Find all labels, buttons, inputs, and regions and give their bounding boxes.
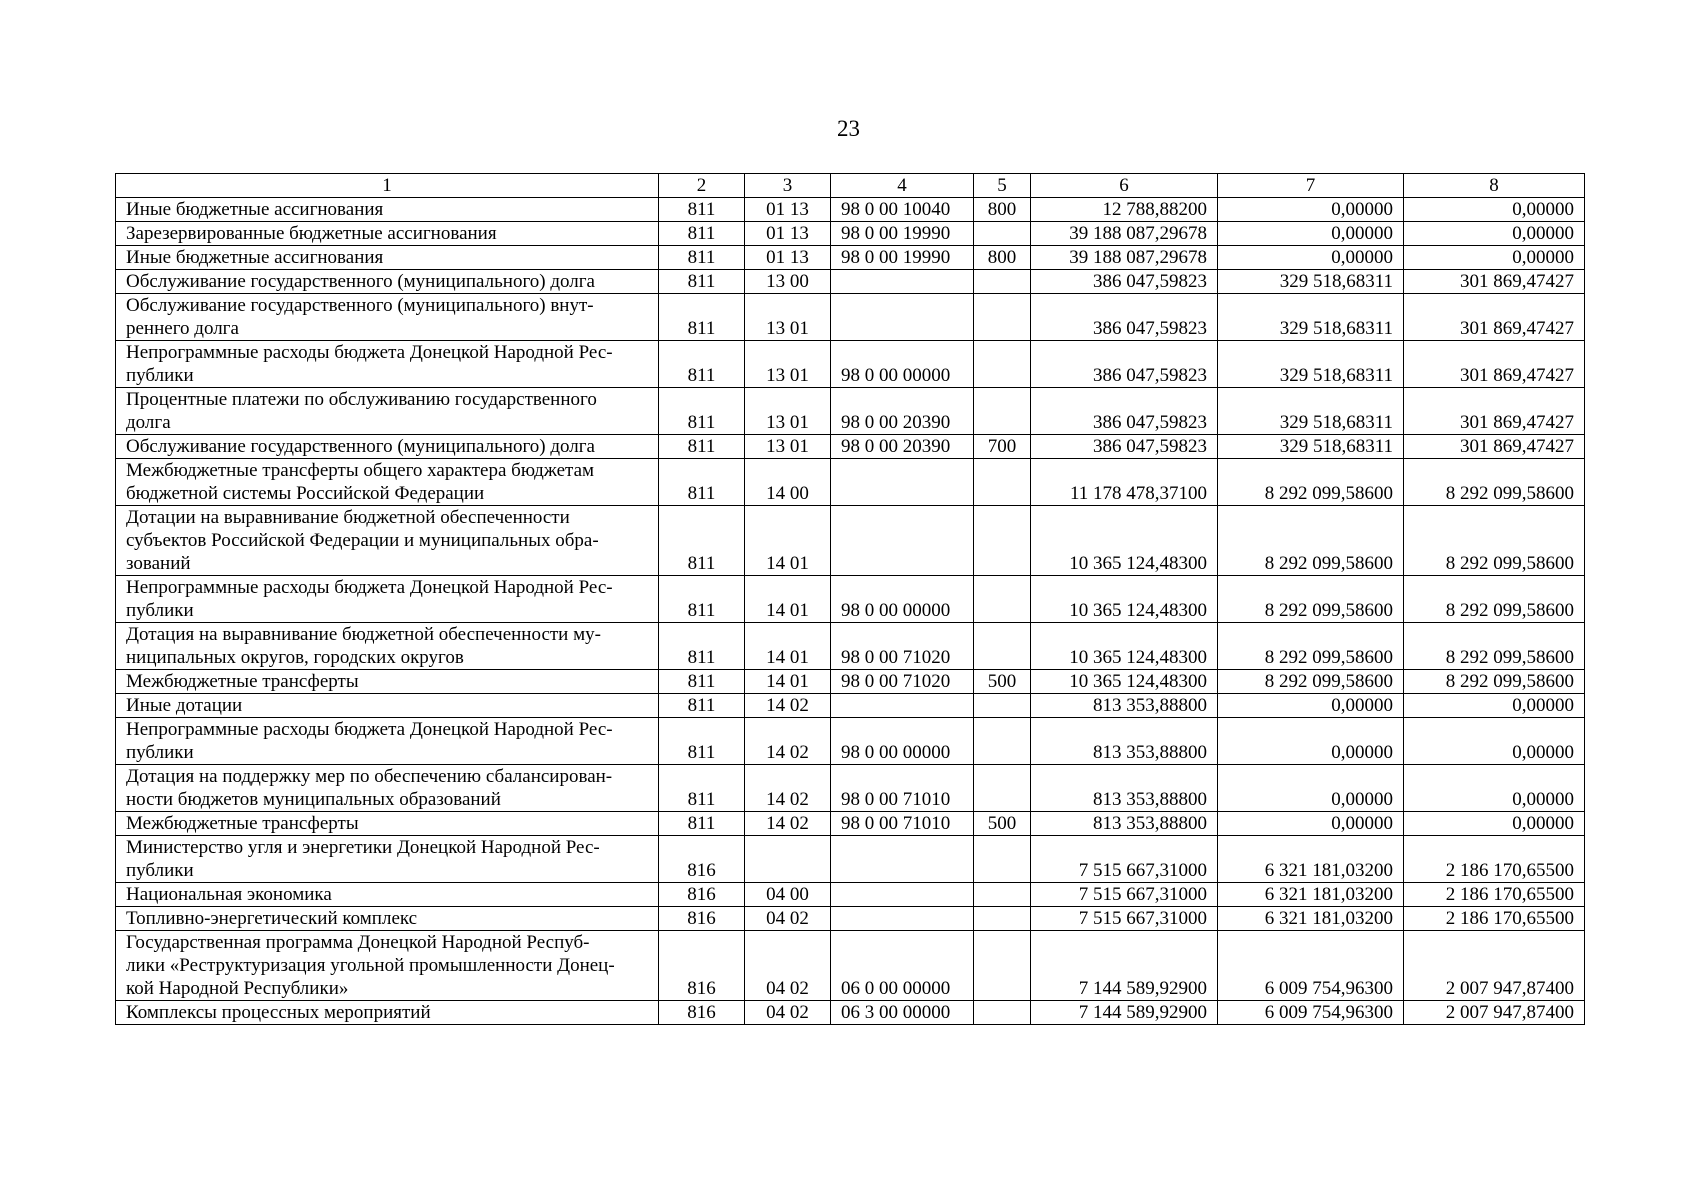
row-name-cell: [116, 765, 659, 812]
row-amount-col7: 6 009 754,96300: [1218, 1001, 1404, 1025]
row-expense-type: [974, 836, 1031, 883]
row-ministry-code: 816: [659, 883, 745, 907]
row-section-code: 04 02: [745, 1001, 831, 1025]
row-name-cell: [116, 812, 659, 836]
row-expense-type: [974, 623, 1031, 670]
row-name: Национальная экономика: [126, 884, 332, 905]
row-amount-col6: 386 047,59823: [1031, 341, 1218, 388]
row-amount-col7: 329 518,68311: [1218, 435, 1404, 459]
row-ministry-code: 811: [659, 222, 745, 246]
row-amount-col8: 301 869,47427: [1404, 294, 1585, 341]
table-row: [116, 836, 1585, 883]
table-row: [116, 459, 1585, 506]
row-target-article: 98 0 00 71020: [831, 623, 974, 670]
table-row: [116, 907, 1585, 931]
row-amount-col6: 11 178 478,37100: [1031, 459, 1218, 506]
row-name: Межбюджетные трансферты: [126, 671, 359, 692]
row-name-cell: [116, 388, 659, 435]
row-ministry-code: 811: [659, 459, 745, 506]
row-target-article: [831, 836, 974, 883]
row-expense-type: [974, 694, 1031, 718]
row-amount-col7: 0,00000: [1218, 694, 1404, 718]
column-header-1: 1: [116, 174, 659, 198]
row-name: Иные бюджетные ассигнования: [126, 199, 384, 220]
row-amount-col7: 8 292 099,58600: [1218, 506, 1404, 576]
row-name-cell: [116, 931, 659, 1001]
row-amount-col7: 8 292 099,58600: [1218, 576, 1404, 623]
row-amount-col7: 0,00000: [1218, 765, 1404, 812]
table-row: [116, 246, 1585, 270]
row-target-article: 98 0 00 19990: [831, 246, 974, 270]
row-section-code: 13 01: [745, 294, 831, 341]
row-amount-col8: 8 292 099,58600: [1404, 459, 1585, 506]
row-amount-col6: 813 353,88800: [1031, 718, 1218, 765]
row-expense-type: [974, 718, 1031, 765]
row-target-article: [831, 694, 974, 718]
row-target-article: 98 0 00 19990: [831, 222, 974, 246]
row-ministry-code: 811: [659, 623, 745, 670]
row-amount-col7: 0,00000: [1218, 718, 1404, 765]
row-target-article: 98 0 00 20390: [831, 435, 974, 459]
table-row: [116, 765, 1585, 812]
row-target-article: 98 0 00 10040: [831, 198, 974, 222]
row-target-article: [831, 506, 974, 576]
row-amount-col6: 386 047,59823: [1031, 294, 1218, 341]
row-ministry-code: 811: [659, 270, 745, 294]
row-name: Непрограммные расходы бюджета Донецкой Народной Рес- публики: [126, 342, 613, 386]
row-amount-col6: 7 144 589,92900: [1031, 1001, 1218, 1025]
row-ministry-code: 816: [659, 1001, 745, 1025]
row-amount-col6: 39 188 087,29678: [1031, 246, 1218, 270]
row-amount-col8: 8 292 099,58600: [1404, 506, 1585, 576]
row-name-cell: [116, 670, 659, 694]
row-amount-col7: 329 518,68311: [1218, 270, 1404, 294]
row-expense-type: [974, 341, 1031, 388]
table-row: [116, 198, 1585, 222]
column-header-2: 2: [659, 174, 745, 198]
row-name: Межбюджетные трансферты общего характера бюджетам бюджетной системы Российской Федерации: [126, 460, 595, 504]
row-ministry-code: 811: [659, 694, 745, 718]
table-row: [116, 506, 1585, 576]
row-section-code: 04 02: [745, 931, 831, 1001]
row-name-cell: [116, 836, 659, 883]
row-amount-col6: 7 515 667,31000: [1031, 883, 1218, 907]
row-ministry-code: 811: [659, 718, 745, 765]
row-amount-col8: 0,00000: [1404, 246, 1585, 270]
row-name-cell: [116, 907, 659, 931]
row-expense-type: 500: [974, 670, 1031, 694]
row-expense-type: [974, 506, 1031, 576]
row-expense-type: [974, 270, 1031, 294]
row-name-cell: [116, 198, 659, 222]
table-row: [116, 694, 1585, 718]
row-amount-col8: 301 869,47427: [1404, 388, 1585, 435]
row-expense-type: 800: [974, 198, 1031, 222]
row-amount-col6: 7 515 667,31000: [1031, 907, 1218, 931]
row-section-code: 14 02: [745, 812, 831, 836]
table-row: [116, 222, 1585, 246]
row-target-article: 98 0 00 71010: [831, 812, 974, 836]
row-target-article: [831, 294, 974, 341]
row-name: Непрограммные расходы бюджета Донецкой Народной Рес- публики: [126, 577, 613, 621]
row-name: Иные бюджетные ассигнования: [126, 247, 384, 268]
row-name: Иные дотации: [126, 695, 243, 716]
row-expense-type: [974, 294, 1031, 341]
table-row: [116, 294, 1585, 341]
row-section-code: 01 13: [745, 222, 831, 246]
row-amount-col6: 39 188 087,29678: [1031, 222, 1218, 246]
row-name: Комплексы процессных мероприятий: [126, 1002, 431, 1023]
row-amount-col7: 8 292 099,58600: [1218, 623, 1404, 670]
row-amount-col6: 386 047,59823: [1031, 270, 1218, 294]
row-name: Дотации на выравнивание бюджетной обеспеченности субъектов Российской Федерации и муниципальных обра- зований: [126, 507, 599, 574]
row-expense-type: [974, 883, 1031, 907]
row-name: Обслуживание государственного (муниципального) долга: [126, 436, 595, 457]
table-row: [116, 388, 1585, 435]
row-target-article: 06 0 00 00000: [831, 931, 974, 1001]
column-header-4: 4: [831, 174, 974, 198]
row-amount-col6: 10 365 124,48300: [1031, 576, 1218, 623]
row-expense-type: 500: [974, 812, 1031, 836]
row-amount-col7: 329 518,68311: [1218, 294, 1404, 341]
row-amount-col7: 0,00000: [1218, 198, 1404, 222]
row-amount-col7: 0,00000: [1218, 246, 1404, 270]
row-amount-col7: 6 009 754,96300: [1218, 931, 1404, 1001]
row-ministry-code: 816: [659, 907, 745, 931]
budget-table: [115, 173, 1585, 1025]
row-name-cell: [116, 718, 659, 765]
row-name: Обслуживание государственного (муниципального) долга: [126, 271, 595, 292]
row-amount-col7: 6 321 181,03200: [1218, 883, 1404, 907]
row-amount-col8: 301 869,47427: [1404, 435, 1585, 459]
row-amount-col8: 8 292 099,58600: [1404, 623, 1585, 670]
row-amount-col7: 6 321 181,03200: [1218, 836, 1404, 883]
row-name: Топливно-энергетический комплекс: [126, 908, 418, 929]
row-name-cell: [116, 459, 659, 506]
table-row: [116, 931, 1585, 1001]
row-name: Дотация на поддержку мер по обеспечению сбалансирован- ности бюджетов муниципальных образований: [126, 766, 613, 810]
row-name: Государственная программа Донецкой Народной Респуб- лики «Реструктуризация угольной промышленности Донец- кой Народной Республики»: [126, 932, 615, 999]
row-section-code: 04 00: [745, 883, 831, 907]
row-amount-col6: 386 047,59823: [1031, 435, 1218, 459]
row-section-code: 14 01: [745, 576, 831, 623]
row-ministry-code: 811: [659, 294, 745, 341]
row-amount-col8: 0,00000: [1404, 718, 1585, 765]
column-header-3: 3: [745, 174, 831, 198]
row-name-cell: [116, 576, 659, 623]
column-header-5: 5: [974, 174, 1031, 198]
row-target-article: 98 0 00 71020: [831, 670, 974, 694]
row-name: Непрограммные расходы бюджета Донецкой Народной Рес- публики: [126, 719, 613, 763]
row-section-code: 13 01: [745, 388, 831, 435]
row-amount-col7: 8 292 099,58600: [1218, 670, 1404, 694]
row-name-cell: [116, 341, 659, 388]
table-row: [116, 270, 1585, 294]
row-name: Межбюджетные трансферты: [126, 813, 359, 834]
row-amount-col6: 7 144 589,92900: [1031, 931, 1218, 1001]
row-section-code: 04 02: [745, 907, 831, 931]
row-name-cell: [116, 222, 659, 246]
row-expense-type: [974, 576, 1031, 623]
row-amount-col8: 8 292 099,58600: [1404, 670, 1585, 694]
row-name: Обслуживание государственного (муниципального) внут- реннего долга: [126, 295, 594, 339]
row-section-code: 14 01: [745, 670, 831, 694]
row-ministry-code: 811: [659, 388, 745, 435]
row-amount-col6: 10 365 124,48300: [1031, 670, 1218, 694]
row-section-code: 14 02: [745, 694, 831, 718]
row-target-article: 98 0 00 00000: [831, 718, 974, 765]
page-number: 23: [837, 116, 860, 141]
row-section-code: 13 01: [745, 341, 831, 388]
table-row: [116, 812, 1585, 836]
row-name: Министерство угля и энергетики Донецкой Народной Рес- публики: [126, 837, 600, 881]
row-name: Дотация на выравнивание бюджетной обеспеченности му- ниципальных округов, городских округов: [126, 624, 601, 668]
row-section-code: 14 02: [745, 765, 831, 812]
row-target-article: 06 3 00 00000: [831, 1001, 974, 1025]
row-expense-type: [974, 765, 1031, 812]
row-target-article: 98 0 00 20390: [831, 388, 974, 435]
row-amount-col6: 386 047,59823: [1031, 388, 1218, 435]
row-amount-col6: 813 353,88800: [1031, 694, 1218, 718]
row-section-code: 13 01: [745, 435, 831, 459]
row-expense-type: 800: [974, 246, 1031, 270]
table-row: [116, 883, 1585, 907]
row-amount-col8: 0,00000: [1404, 198, 1585, 222]
row-name-cell: [116, 435, 659, 459]
row-ministry-code: 811: [659, 246, 745, 270]
row-amount-col6: 813 353,88800: [1031, 812, 1218, 836]
row-ministry-code: 811: [659, 765, 745, 812]
row-ministry-code: 811: [659, 506, 745, 576]
row-amount-col8: 301 869,47427: [1404, 270, 1585, 294]
row-section-code: 14 01: [745, 506, 831, 576]
row-expense-type: [974, 931, 1031, 1001]
table-row: [116, 576, 1585, 623]
row-expense-type: [974, 459, 1031, 506]
row-target-article: 98 0 00 00000: [831, 341, 974, 388]
row-name: Процентные платежи по обслуживанию государственного долга: [126, 389, 597, 433]
row-section-code: 01 13: [745, 246, 831, 270]
row-amount-col6: 10 365 124,48300: [1031, 506, 1218, 576]
row-amount-col7: 6 321 181,03200: [1218, 907, 1404, 931]
row-amount-col7: 0,00000: [1218, 222, 1404, 246]
column-header-6: 6: [1031, 174, 1218, 198]
row-amount-col8: 8 292 099,58600: [1404, 576, 1585, 623]
row-amount-col7: 329 518,68311: [1218, 341, 1404, 388]
table-body: [116, 198, 1585, 1025]
row-amount-col8: 0,00000: [1404, 765, 1585, 812]
row-ministry-code: 811: [659, 198, 745, 222]
row-ministry-code: 811: [659, 812, 745, 836]
row-name-cell: [116, 694, 659, 718]
row-ministry-code: 816: [659, 836, 745, 883]
row-expense-type: [974, 222, 1031, 246]
row-name-cell: [116, 294, 659, 341]
row-target-article: [831, 907, 974, 931]
row-name-cell: [116, 623, 659, 670]
table-row: [116, 623, 1585, 670]
row-amount-col7: 329 518,68311: [1218, 388, 1404, 435]
row-ministry-code: 816: [659, 931, 745, 1001]
table-row: [116, 1001, 1585, 1025]
row-name-cell: [116, 246, 659, 270]
row-name-cell: [116, 883, 659, 907]
row-amount-col8: 2 186 170,65500: [1404, 836, 1585, 883]
row-target-article: [831, 270, 974, 294]
row-name-cell: [116, 506, 659, 576]
row-section-code: 01 13: [745, 198, 831, 222]
row-section-code: 14 00: [745, 459, 831, 506]
row-section-code: 13 00: [745, 270, 831, 294]
row-amount-col8: 2 007 947,87400: [1404, 1001, 1585, 1025]
row-target-article: [831, 459, 974, 506]
row-name-cell: [116, 270, 659, 294]
row-amount-col8: 2 007 947,87400: [1404, 931, 1585, 1001]
row-amount-col8: 0,00000: [1404, 812, 1585, 836]
row-ministry-code: 811: [659, 576, 745, 623]
row-ministry-code: 811: [659, 341, 745, 388]
row-target-article: 98 0 00 71010: [831, 765, 974, 812]
table-row: [116, 670, 1585, 694]
row-target-article: 98 0 00 00000: [831, 576, 974, 623]
row-amount-col6: 813 353,88800: [1031, 765, 1218, 812]
row-amount-col7: 8 292 099,58600: [1218, 459, 1404, 506]
row-section-code: [745, 836, 831, 883]
column-header-8: 8: [1404, 174, 1585, 198]
row-expense-type: [974, 388, 1031, 435]
row-amount-col7: 0,00000: [1218, 812, 1404, 836]
table-row: [116, 435, 1585, 459]
row-ministry-code: 811: [659, 670, 745, 694]
row-section-code: 14 01: [745, 623, 831, 670]
row-ministry-code: 811: [659, 435, 745, 459]
row-expense-type: [974, 907, 1031, 931]
table-row: [116, 341, 1585, 388]
row-expense-type: [974, 1001, 1031, 1025]
row-amount-col8: 0,00000: [1404, 222, 1585, 246]
row-section-code: 14 02: [745, 718, 831, 765]
row-amount-col6: 7 515 667,31000: [1031, 836, 1218, 883]
row-target-article: [831, 883, 974, 907]
column-header-7: 7: [1218, 174, 1404, 198]
row-amount-col8: 2 186 170,65500: [1404, 907, 1585, 931]
row-name: Зарезервированные бюджетные ассигнования: [126, 223, 497, 244]
row-amount-col6: 10 365 124,48300: [1031, 623, 1218, 670]
row-amount-col8: 2 186 170,65500: [1404, 883, 1585, 907]
row-amount-col8: 0,00000: [1404, 694, 1585, 718]
table-row: [116, 718, 1585, 765]
row-amount-col8: 301 869,47427: [1404, 341, 1585, 388]
row-name-cell: [116, 1001, 659, 1025]
header-row: [116, 174, 1585, 198]
row-amount-col6: 12 788,88200: [1031, 198, 1218, 222]
row-expense-type: 700: [974, 435, 1031, 459]
